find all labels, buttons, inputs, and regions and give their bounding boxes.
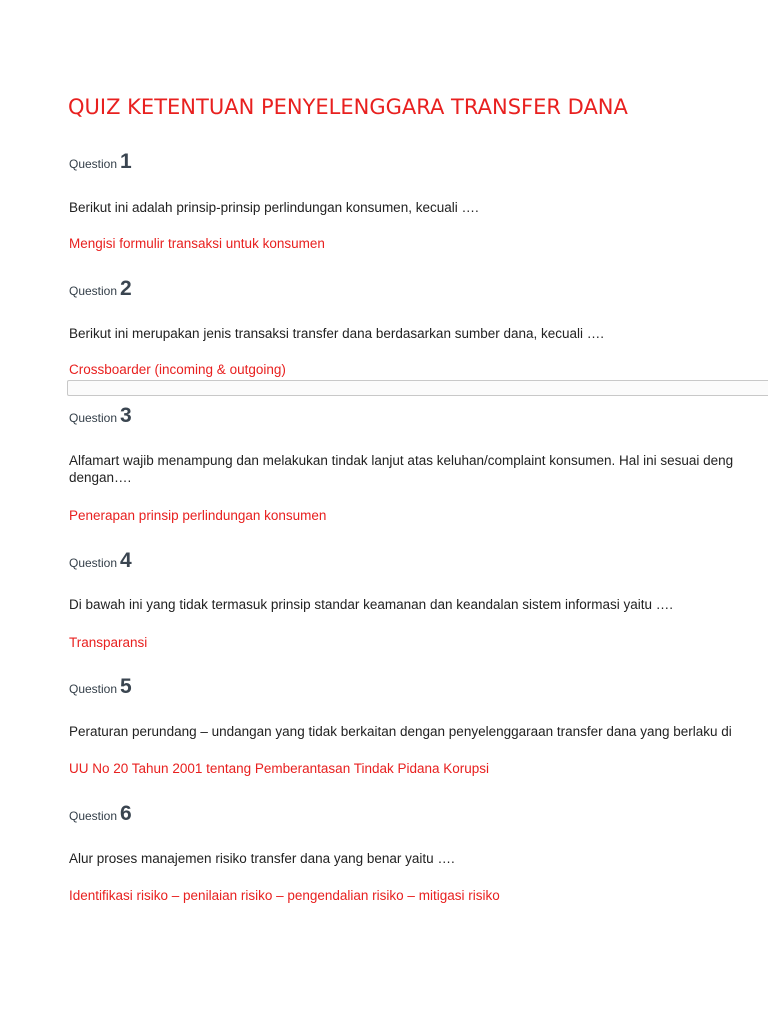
page-title: QUIZ KETENTUAN PENYELENGGARA TRANSFER DANA xyxy=(68,95,628,119)
question-word: Question xyxy=(69,682,118,696)
question-word: Question xyxy=(69,284,118,298)
question-word: Question xyxy=(69,411,118,425)
question-2-text: Berikut ini merupakan jenis transaksi transfer dana berdasarkan sumber dana, kecuali …. xyxy=(69,326,605,341)
question-number: 6 xyxy=(120,802,132,825)
question-5-label xyxy=(69,675,132,699)
question-number: 5 xyxy=(120,675,132,698)
question-6-answer: Identifikasi risiko – penilaian risiko – pengendalian risiko – mitigasi risiko xyxy=(69,888,500,903)
question-word: Question xyxy=(69,809,118,823)
question-number: 4 xyxy=(120,549,132,572)
question-5-text: Peraturan perundang – undangan yang tidak berkaitan dengan penyelenggaraan transfer dana yang berlaku di xyxy=(69,724,732,739)
question-word: Question xyxy=(69,157,118,171)
question-4-answer: Transparansi xyxy=(69,635,148,650)
question-2-label xyxy=(69,277,132,301)
question-number: 2 xyxy=(120,277,132,300)
question-5-answer: UU No 20 Tahun 2001 tentang Pemberantasan Tindak Pidana Korupsi xyxy=(69,761,490,776)
question-4-label xyxy=(69,549,132,573)
question-1-label xyxy=(69,150,132,174)
question-6-text: Alur proses manajemen risiko transfer dana yang benar yaitu …. xyxy=(69,851,455,866)
question-3-answer: Penerapan prinsip perlindungan konsumen xyxy=(69,508,327,523)
question-number: 1 xyxy=(120,150,132,173)
question-3-text: Alfamart wajib menampung dan melakukan tindak lanjut atas keluhan/complaint konsumen. Hal ini sesuai deng dengan…. xyxy=(69,453,734,485)
question-number: 3 xyxy=(120,404,132,427)
question-word: Question xyxy=(69,556,118,570)
input-box-divider xyxy=(67,380,768,396)
question-3-label xyxy=(69,404,132,428)
question-1-text: Berikut ini adalah prinsip-prinsip perlindungan konsumen, kecuali …. xyxy=(69,200,479,215)
question-1-answer: Mengisi formulir transaksi untuk konsumen xyxy=(69,236,325,251)
question-4-text: Di bawah ini yang tidak termasuk prinsip standar keamanan dan keandalan sistem informasi yaitu …. xyxy=(69,597,674,612)
question-2-answer: Crossboarder (incoming & outgoing) xyxy=(69,362,286,377)
question-6-label xyxy=(69,802,132,826)
